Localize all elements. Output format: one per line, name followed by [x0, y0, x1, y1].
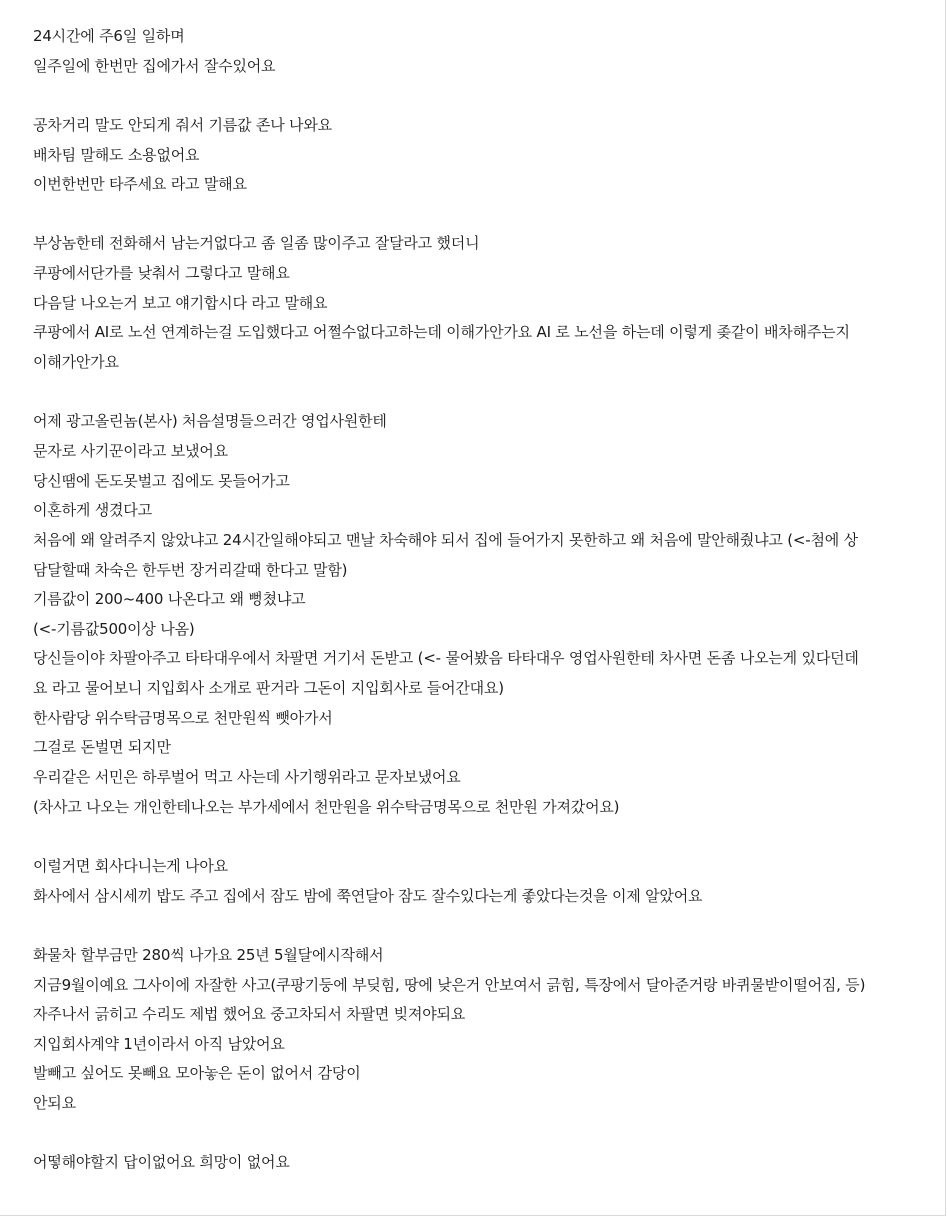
text-line: 다음달 나오는거 보고 얘기합시다 라고 말해요 — [33, 293, 328, 312]
text-line: 이번한번만 타주세요 라고 말해요 — [33, 175, 247, 194]
text-line: 배차팀 말해도 소용없어요 — [33, 145, 200, 164]
text-line: 당신들이야 차팔아주고 타타대우에서 차팔면 거기서 돈받고 (<- 물어봤음 타타대우 영업사원한테 차사면 돈좀 나오는게 있다던데 — [33, 649, 859, 668]
text-line: 쿠팡에서단가를 낮춰서 그렇다고 말해요 — [33, 264, 290, 283]
text-line: 이럴거면 회사다니는게 나아요 — [33, 856, 228, 875]
text-line: 화사에서 삼시세끼 밥도 주고 집에서 잠도 밤에 쭉연달아 잠도 잘수있다는게 좋았다는것을 이제 알았어요 — [33, 886, 703, 905]
text-line: 한사람당 위수탁금명목으로 천만원씩 뺏아가서 — [33, 708, 333, 727]
blank-line — [33, 378, 918, 408]
text-line: 화물차 할부금만 280씩 나가요 25년 5월달에시작해서 — [33, 945, 384, 964]
blank-line — [33, 911, 918, 941]
text-line: 안되요 — [33, 1094, 76, 1113]
text-line: 공차거리 말도 안되게 줘서 기름값 존나 나와요 — [33, 115, 332, 134]
text-line: 문자로 사기꾼이라고 보냈어요 — [33, 441, 228, 460]
text-line: 담달할때 차숙은 한두번 장거리갈때 한다고 말함) — [33, 560, 348, 579]
text-line: 자주나서 긁히고 수리도 제법 했어요 중고차되서 차팔면 빚져야되요 — [33, 1005, 466, 1024]
text-line: 부상놈한테 전화해서 남는거없다고 좀 일좀 많이주고 잘달라고 했더니 — [33, 234, 480, 253]
text-line: 당신땜에 돈도못벌고 집에도 못들어가고 — [33, 471, 290, 490]
text-line: 그걸로 돈벌면 되지만 — [33, 738, 171, 757]
blank-line — [33, 200, 918, 230]
text-line: 지금9월이예요 그사이에 자잘한 사고(쿠팡기둥에 부딪힘, 땅에 낮은거 안보여서 긁힘, 특장에서 달아준거랑 바퀴물받이떨어짐, 등) — [33, 975, 866, 994]
text-line: 이해가안가요 — [33, 353, 119, 372]
text-line: (<-기름값500이상 나옴) — [33, 619, 195, 638]
text-line: 일주일에 한번만 집에가서 잘수있어요 — [33, 56, 276, 75]
blank-line — [33, 822, 918, 852]
text-line: 요 라고 물어보니 지입회사 소개로 판거라 그돈이 지입회사로 들어간대요) — [33, 679, 504, 698]
text-line: 처음에 왜 알려주지 않았냐고 24시간일해야되고 맨날 차숙해야 되서 집에 들어가지 못한하고 왜 처음에 말안해줬냐고 (<-첨에 상 — [33, 530, 858, 549]
text-line: 우리같은 서민은 하루벌어 먹고 사는데 사기행위라고 문자보냈어요 — [33, 768, 461, 787]
text-line: 발빼고 싶어도 못빼요 모아놓은 돈이 없어서 감당이 — [33, 1064, 361, 1083]
blank-line — [33, 1119, 918, 1149]
document-body — [33, 22, 918, 1178]
text-line: 어떻해야할지 답이없어요 희망이 없어요 — [33, 1153, 290, 1172]
blank-line — [33, 81, 918, 111]
text-line: 24시간에 주6일 일하며 — [33, 27, 185, 45]
text-line: 지입회사계약 1년이라서 아직 남았어요 — [33, 1034, 285, 1053]
text-line: 이혼하게 생겼다고 — [33, 501, 152, 520]
text-line: 어제 광고올린놈(본사) 처음설명들으러간 영업사원한테 — [33, 412, 387, 431]
text-line: (차사고 나오는 개인한테나오는 부가세에서 천만원을 위수탁금명목으로 천만원 가져갔어요) — [33, 797, 620, 816]
text-line: 쿠팡에서 AI로 노선 연계하는걸 도입했다고 어쩔수없다고하는데 이해가안가요 AI 로 노선을 하는데 이렇게 좆같이 배차해주는지 — [33, 323, 850, 342]
text-line: 기름값이 200~400 나온다고 왜 뻥쳤냐고 — [33, 590, 306, 609]
